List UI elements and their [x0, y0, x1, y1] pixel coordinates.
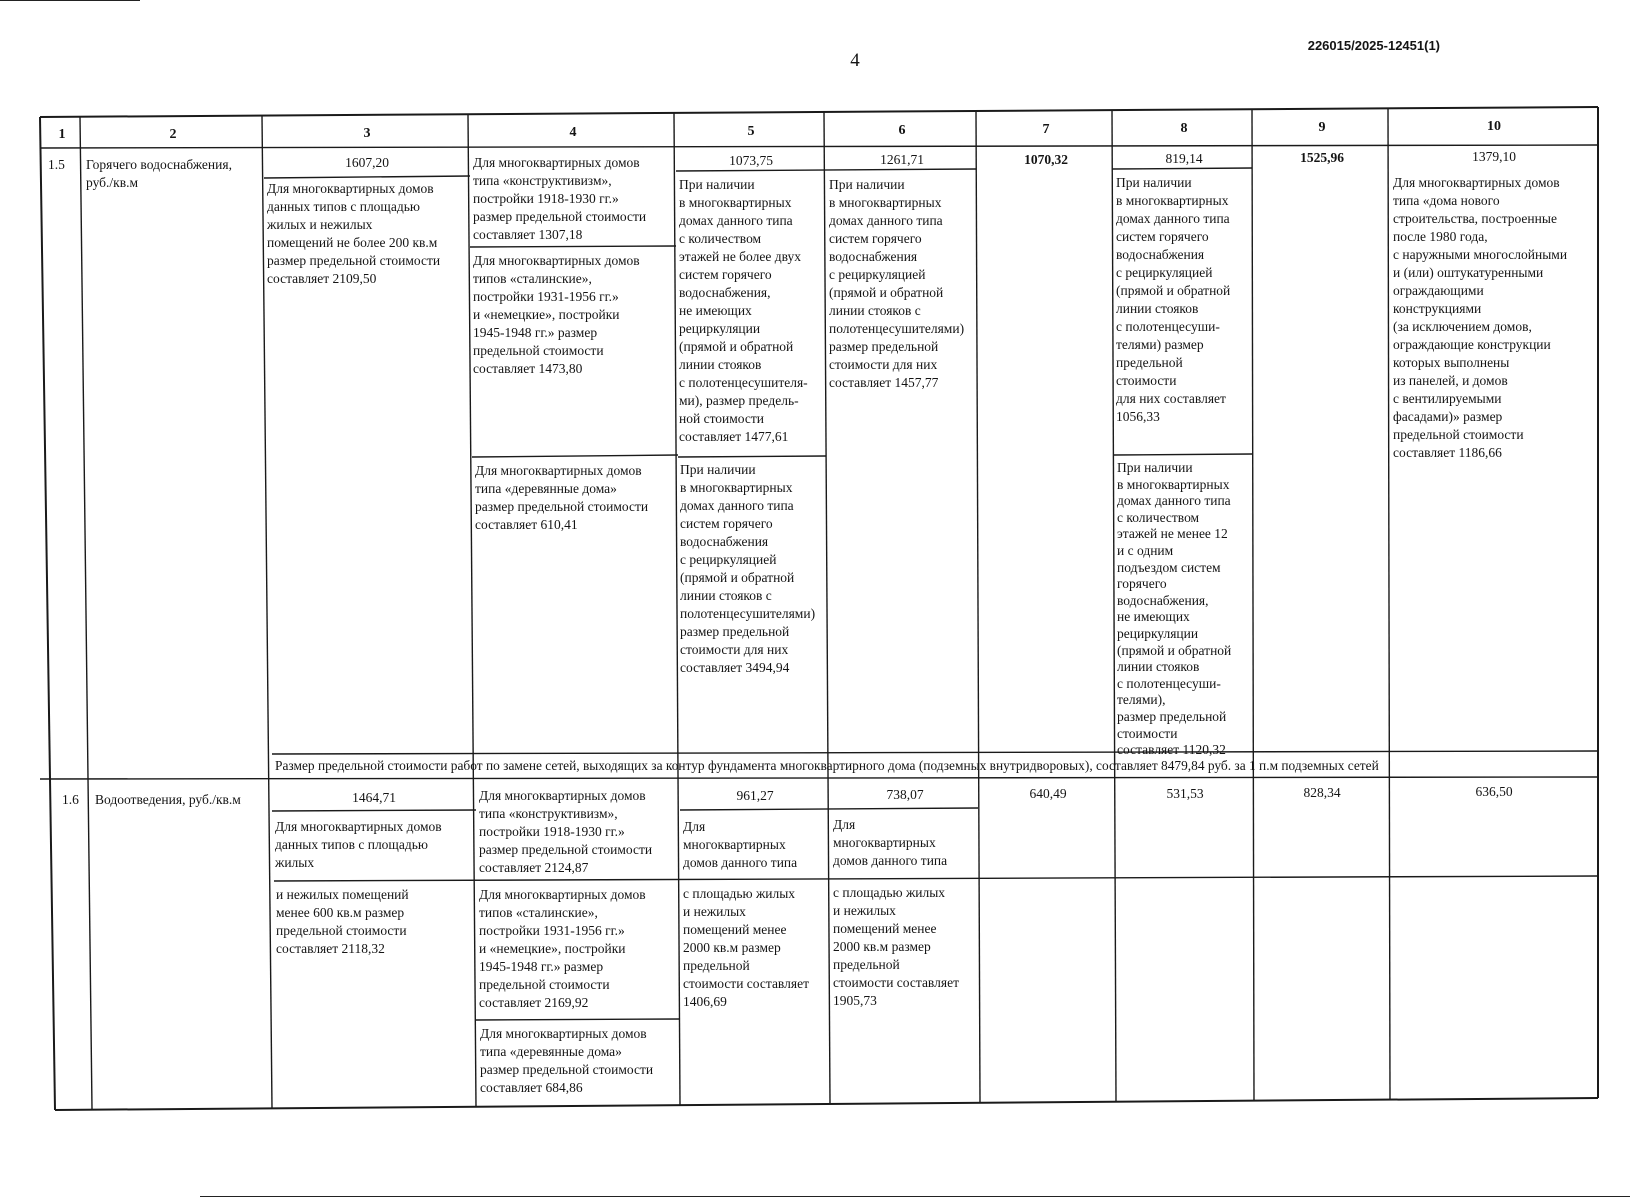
page-number: 4	[850, 50, 860, 71]
cell-text: Для многоквартирных домов данного типа	[833, 817, 948, 868]
row-number: 1.5	[48, 157, 65, 172]
row-value: 640,49	[1029, 786, 1067, 801]
row-value: 1379,10	[1472, 149, 1516, 164]
cell-text: Для многоквартирных домов данных типов с площадью жилых и нежилых помещений не более 200 кв.м размер предельной стоимости составляет 2109,50	[267, 181, 441, 286]
row-value: 531,53	[1166, 786, 1204, 801]
cell-text: Для многоквартирных домов типов «сталинские», постройки 1931-1956 гг.» и «немецкие», постройки 1945-1948 гг.» размер предельной стоимости составляет 2169,92	[479, 887, 646, 1010]
col-header-3: 3	[363, 126, 371, 141]
cell-text: с площадью жилых и нежилых помещений менее 2000 кв.м размер предельной стоимости составляет 1406,69	[683, 886, 809, 1009]
col-header-2: 2	[169, 127, 177, 142]
cell-text: При наличии в многоквартирных домах данного типа систем горячего водоснабжения с рециркуляцией (прямой и обратной линии стояков с полотенцесуши- телями) размер предельной стоимости для них составляет 1056,33	[1116, 175, 1231, 424]
cell-text: При наличии в многоквартирных домах данного типа с количеством этажей не более двух систем горячего водоснабжения, не имеющих рециркуляции (прямой и обратной линии стояков с полотенцесушителя- ми), размер предель- ной стоимости составляет 1477,61	[679, 177, 808, 444]
cell-text: При наличии в многоквартирных домах данного типа с количеством этажей не менее 12 и с одним подъездом систем горячего водоснабжения, не имеющих рециркуляции (прямой и обратной линии стояков с полотенцесуши- телями), размер предельной стоимости составляет 1120,32	[1117, 460, 1232, 758]
row-value: 1073,75	[729, 153, 773, 168]
row-value: 1525,96	[1300, 150, 1344, 165]
col-header-10: 10	[1487, 119, 1501, 134]
row-number: 1.6	[62, 792, 79, 807]
row-value: 1607,20	[345, 155, 389, 170]
cell-text: Для многоквартирных домов типа «конструктивизм», постройки 1918-1930 гг.» размер предельной стоимости составляет 1307,18	[473, 155, 647, 242]
row-value: 1464,71	[352, 790, 396, 805]
cell-text: с площадью жилых и нежилых помещений менее 2000 кв.м размер предельной стоимости составляет 1905,73	[833, 885, 959, 1008]
network-note: Размер предельной стоимости работ по замене сетей, выходящих за контур фундамента многоквартирного дома (подземных внутридворовых), составляет 8479,84 руб. за 1 п.м подземных сетей	[275, 758, 1379, 773]
row-value: 961,27	[736, 788, 774, 803]
row-value: 828,34	[1303, 785, 1341, 800]
row-value: 636,50	[1475, 784, 1513, 799]
document-id: 226015/2025-12451(1)	[1307, 38, 1440, 53]
cell-text: Для многоквартирных домов данных типов с площадью жилых	[275, 819, 442, 870]
cell-text: Для многоквартирных домов типа «дома нового строительства, построенные после 1980 года, с наружными многослойными и (или) оштукатуренными ограждающими конструкциями (за исключением домов, ограждающие конструкции которых выполнены из панелей, и домов с вентилируемыми фасадами)» размер предельной стоимости составляет 1186,66	[1393, 175, 1568, 460]
row-value: 1070,32	[1024, 152, 1068, 167]
cell-text: При наличии в многоквартирных домах данного типа систем горячего водоснабжения с рециркуляцией (прямой и обратной линии стояков с полотенцесушителями) размер предельной стоимости для них составляет 3494,94	[680, 462, 816, 675]
cell-text: и нежилых помещений менее 600 кв.м размер предельной стоимости составляет 2118,32	[276, 887, 409, 956]
col-header-9: 9	[1318, 120, 1326, 135]
scan-edge-bottom	[200, 1196, 1630, 1197]
cell-text: Для многоквартирных домов типа «конструктивизм», постройки 1918-1930 гг.» размер предельной стоимости составляет 2124,87	[479, 788, 653, 875]
col-header-4: 4	[569, 125, 577, 140]
row-value: 1261,71	[880, 152, 924, 167]
col-header-7: 7	[1042, 122, 1050, 137]
row-value: 738,07	[886, 787, 924, 802]
row-name: Водоотведения, руб./кв.м	[95, 792, 241, 807]
row-value: 819,14	[1165, 151, 1203, 166]
row-name: Горячего водоснабжения, руб./кв.м	[86, 157, 232, 190]
cell-text: При наличии в многоквартирных домах данного типа систем горячего водоснабжения с рециркуляцией (прямой и обратной линии стояков с полотенцесушителями) размер предельной стоимости для них составляет 1457,77	[829, 177, 965, 390]
col-header-5: 5	[747, 124, 755, 139]
cell-text: Для многоквартирных домов типа «деревянные дома» размер предельной стоимости составляет 610,41	[475, 463, 649, 532]
col-header-1: 1	[58, 127, 66, 142]
cell-text: Для многоквартирных домов типа «деревянные дома» размер предельной стоимости составляет 684,86	[480, 1026, 654, 1095]
col-header-8: 8	[1180, 121, 1188, 136]
cell-text: Для многоквартирных домов типов «сталинские», постройки 1931-1956 гг.» и «немецкие», постройки 1945-1948 гг.» размер предельной стоимости составляет 1473,80	[473, 253, 640, 376]
col-header-6: 6	[898, 123, 906, 138]
cell-text: Для многоквартирных домов данного типа	[683, 819, 798, 870]
